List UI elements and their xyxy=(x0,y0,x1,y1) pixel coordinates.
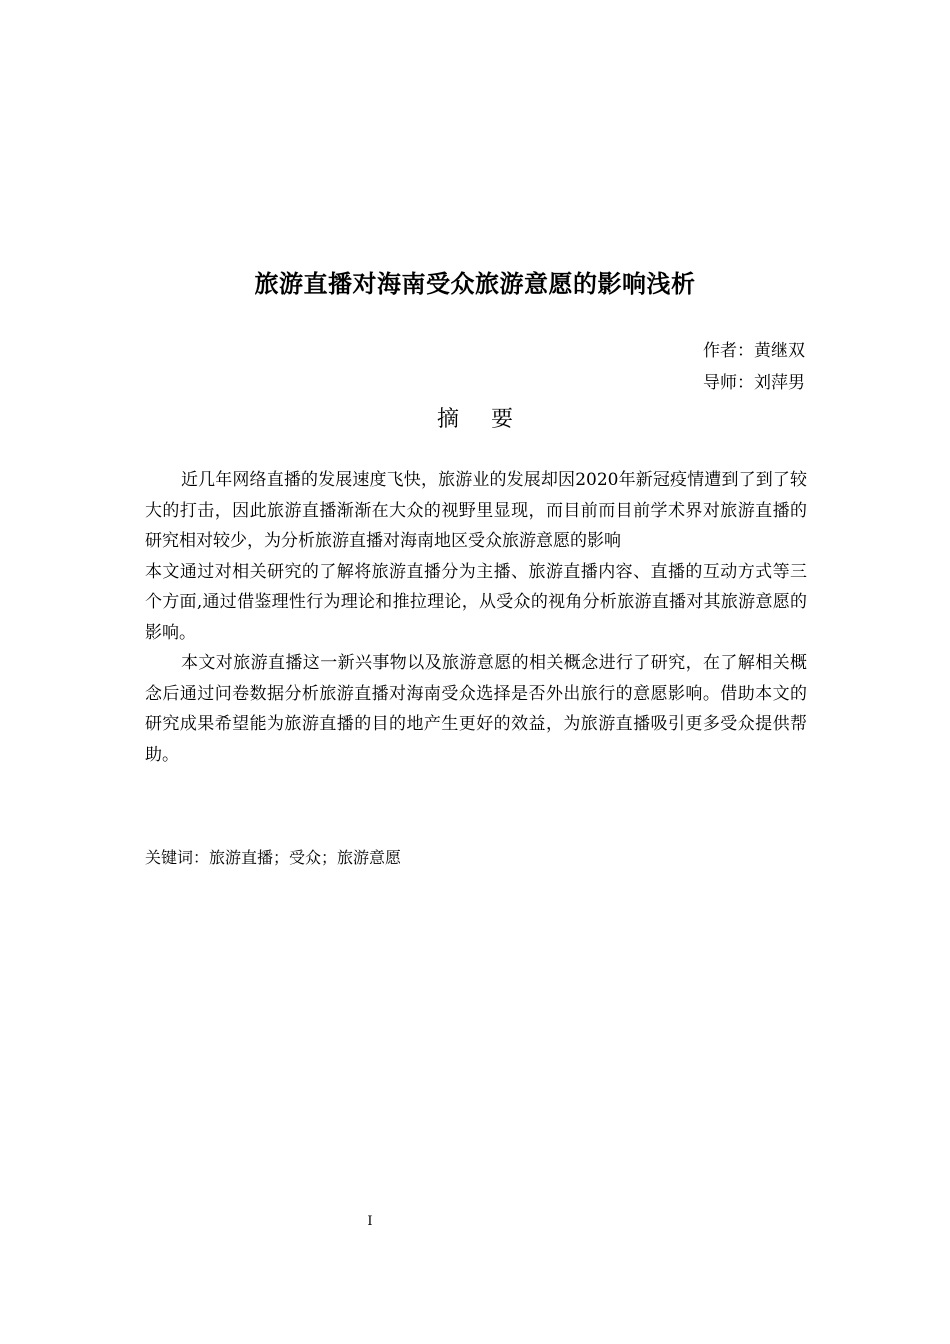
abstract-body xyxy=(145,465,807,770)
page-number: I xyxy=(367,1214,373,1229)
abstract-paragraph-1: 近几年网络直播的发展速度飞快，旅游业的发展却因2020年新冠疫情遭到了到了较大的打击，因此旅游直播渐渐在大众的视野里显现，而目前而目前学术界对旅游直播的研究相对较少，为分析旅游直播对海南地区受众旅游意愿的影响 xyxy=(145,470,807,551)
paper-title: 旅游直播对海南受众旅游意愿的影响浅析 xyxy=(254,270,696,298)
abstract-paragraph-3: 本文对旅游直播这一新兴事物以及旅游意愿的相关概念进行了研究，在了解相关概念后通过问卷数据分析旅游直播对海南受众选择是否外出旅行的意愿影响。借助本文的研究成果希望能为旅游直播的目的地产生更好的效益，为旅游直播吸引更多受众提供帮助。 xyxy=(145,653,807,765)
author-line: 作者：黄继双 xyxy=(703,341,805,361)
abstract-paragraph-2: 本文通过对相关研究的了解将旅游直播分为主播、旅游直播内容、直播的互动方式等三个方面,通过借鉴理性行为理论和推拉理论，从受众的视角分析旅游直播对其旅游意愿的影响。 xyxy=(145,561,807,643)
abstract-heading: 摘要 xyxy=(436,407,545,432)
keywords-line: 关键词：旅游直播；受众；旅游意愿 xyxy=(145,848,402,867)
advisor-line: 导师：刘萍男 xyxy=(703,373,805,393)
